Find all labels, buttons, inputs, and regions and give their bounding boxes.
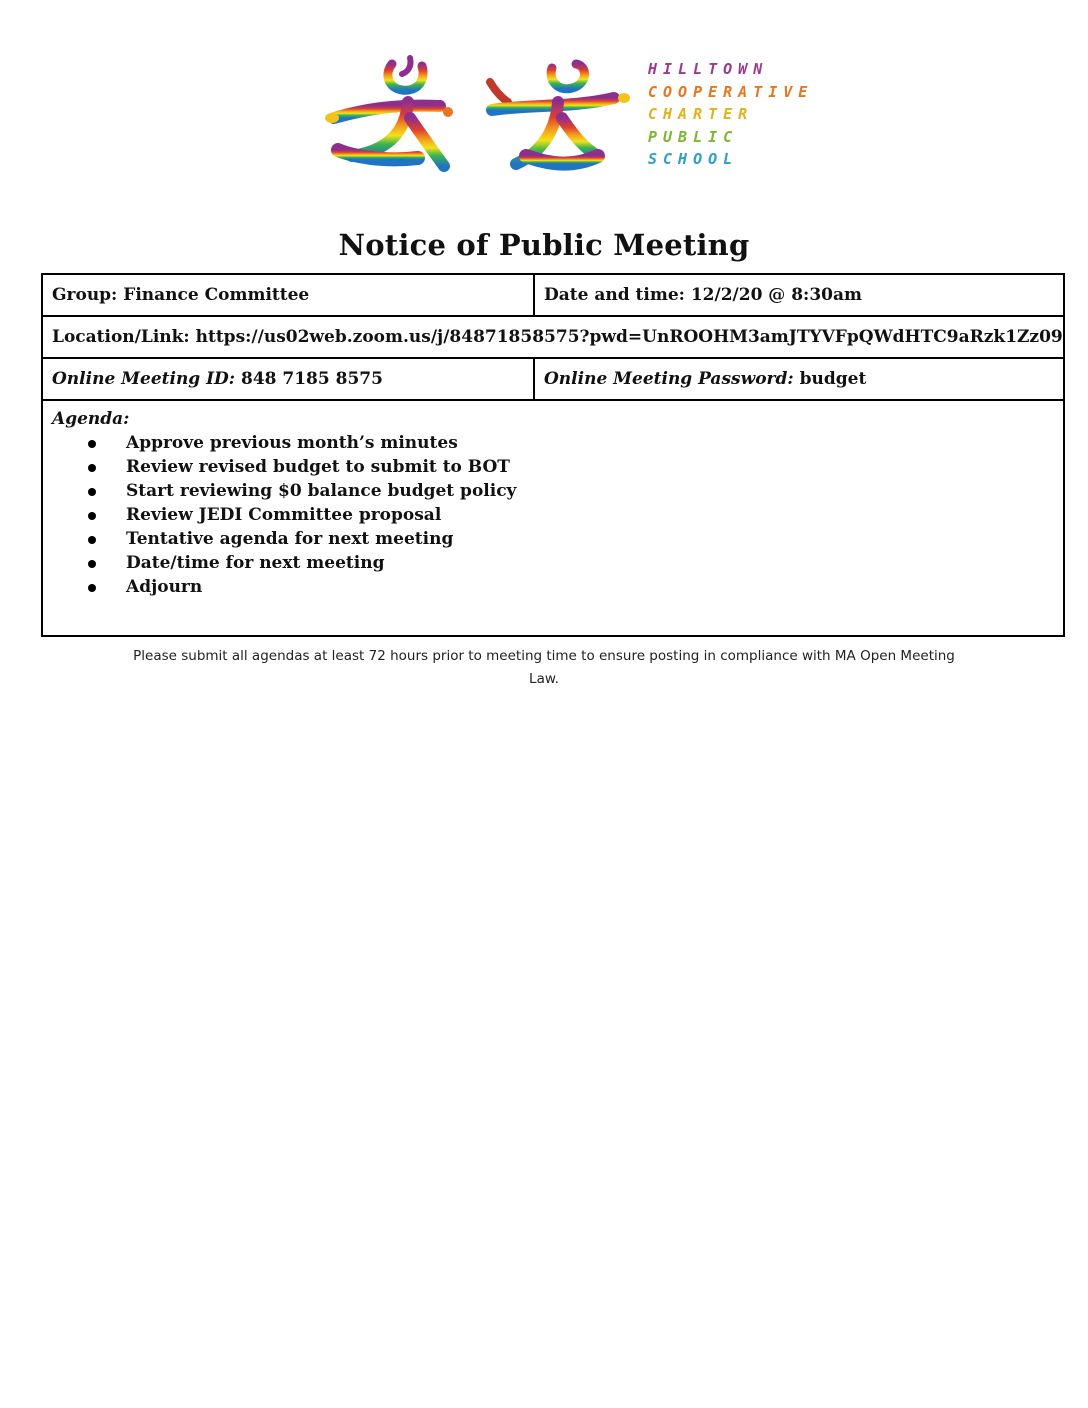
agenda-item-text: Adjourn	[126, 577, 203, 597]
agenda-item-text: Tentative agenda for next meeting	[126, 529, 454, 549]
table-row	[42, 400, 1064, 636]
meeting-id-label: Online Meeting ID:	[52, 369, 236, 389]
agenda-label: Agenda:	[52, 409, 130, 429]
logo-line: CHARTER	[648, 105, 754, 123]
meeting-id-value: 848 7185 8575	[241, 369, 383, 389]
list-item	[84, 503, 1063, 527]
list-item	[84, 575, 1063, 599]
list-item	[84, 431, 1063, 455]
agenda-item-text: Date/time for next meeting	[126, 553, 385, 573]
list-item	[84, 455, 1063, 479]
page-title: Notice of Public Meeting	[338, 228, 750, 262]
bullet-icon	[88, 536, 96, 544]
datetime-cell: Date and time: 12/2/20 @ 8:30am	[534, 274, 1064, 316]
group-cell: Group: Finance Committee	[42, 274, 534, 316]
logo-line: COOPERATIVE	[648, 82, 814, 101]
agenda-cell	[42, 400, 1064, 636]
bullet-icon	[88, 560, 96, 568]
logo-line: SCHOOL	[648, 150, 739, 168]
list-item	[84, 527, 1063, 551]
agenda-list	[52, 431, 1063, 599]
logo-figures-icon	[322, 52, 642, 182]
school-logo	[322, 52, 814, 182]
bullet-icon	[88, 512, 96, 520]
table-row	[42, 358, 1064, 400]
password-label: Online Meeting Password:	[544, 369, 794, 389]
agenda-item-text: Approve previous month’s minutes	[126, 433, 458, 453]
bullet-icon	[88, 464, 96, 472]
logo-line: PUBLIC	[648, 127, 739, 146]
table-row	[42, 316, 1064, 358]
agenda-item-text: Review revised budget to submit to BOT	[126, 457, 510, 477]
meeting-id-cell	[42, 358, 534, 400]
submission-note	[0, 645, 1088, 691]
note-line: Law.	[529, 671, 559, 687]
password-cell	[534, 358, 1064, 400]
bullet-icon	[88, 584, 96, 592]
table-row	[42, 274, 1064, 316]
note-line: Please submit all agendas at least 72 hours prior to meeting time to ensure posting in compliance with MA Open Meeting	[133, 648, 955, 664]
agenda-item-text: Review JEDI Committee proposal	[126, 505, 442, 525]
bullet-icon	[88, 440, 96, 448]
bullet-icon	[88, 488, 96, 496]
list-item	[84, 551, 1063, 575]
meeting-info-table	[41, 273, 1065, 637]
agenda-item-text: Start reviewing $0 balance budget policy	[126, 481, 517, 501]
password-value: budget	[799, 369, 867, 389]
location-link[interactable]: Location/Link: https://us02web.zoom.us/j/84871858575?pwd=UnROOHM3amJTYVFpQWdHTC9aRzk1Zz09	[42, 316, 1064, 358]
logo-wordmark	[648, 58, 813, 171]
logo-line: HILLTOWN	[648, 60, 769, 78]
list-item	[84, 479, 1063, 503]
